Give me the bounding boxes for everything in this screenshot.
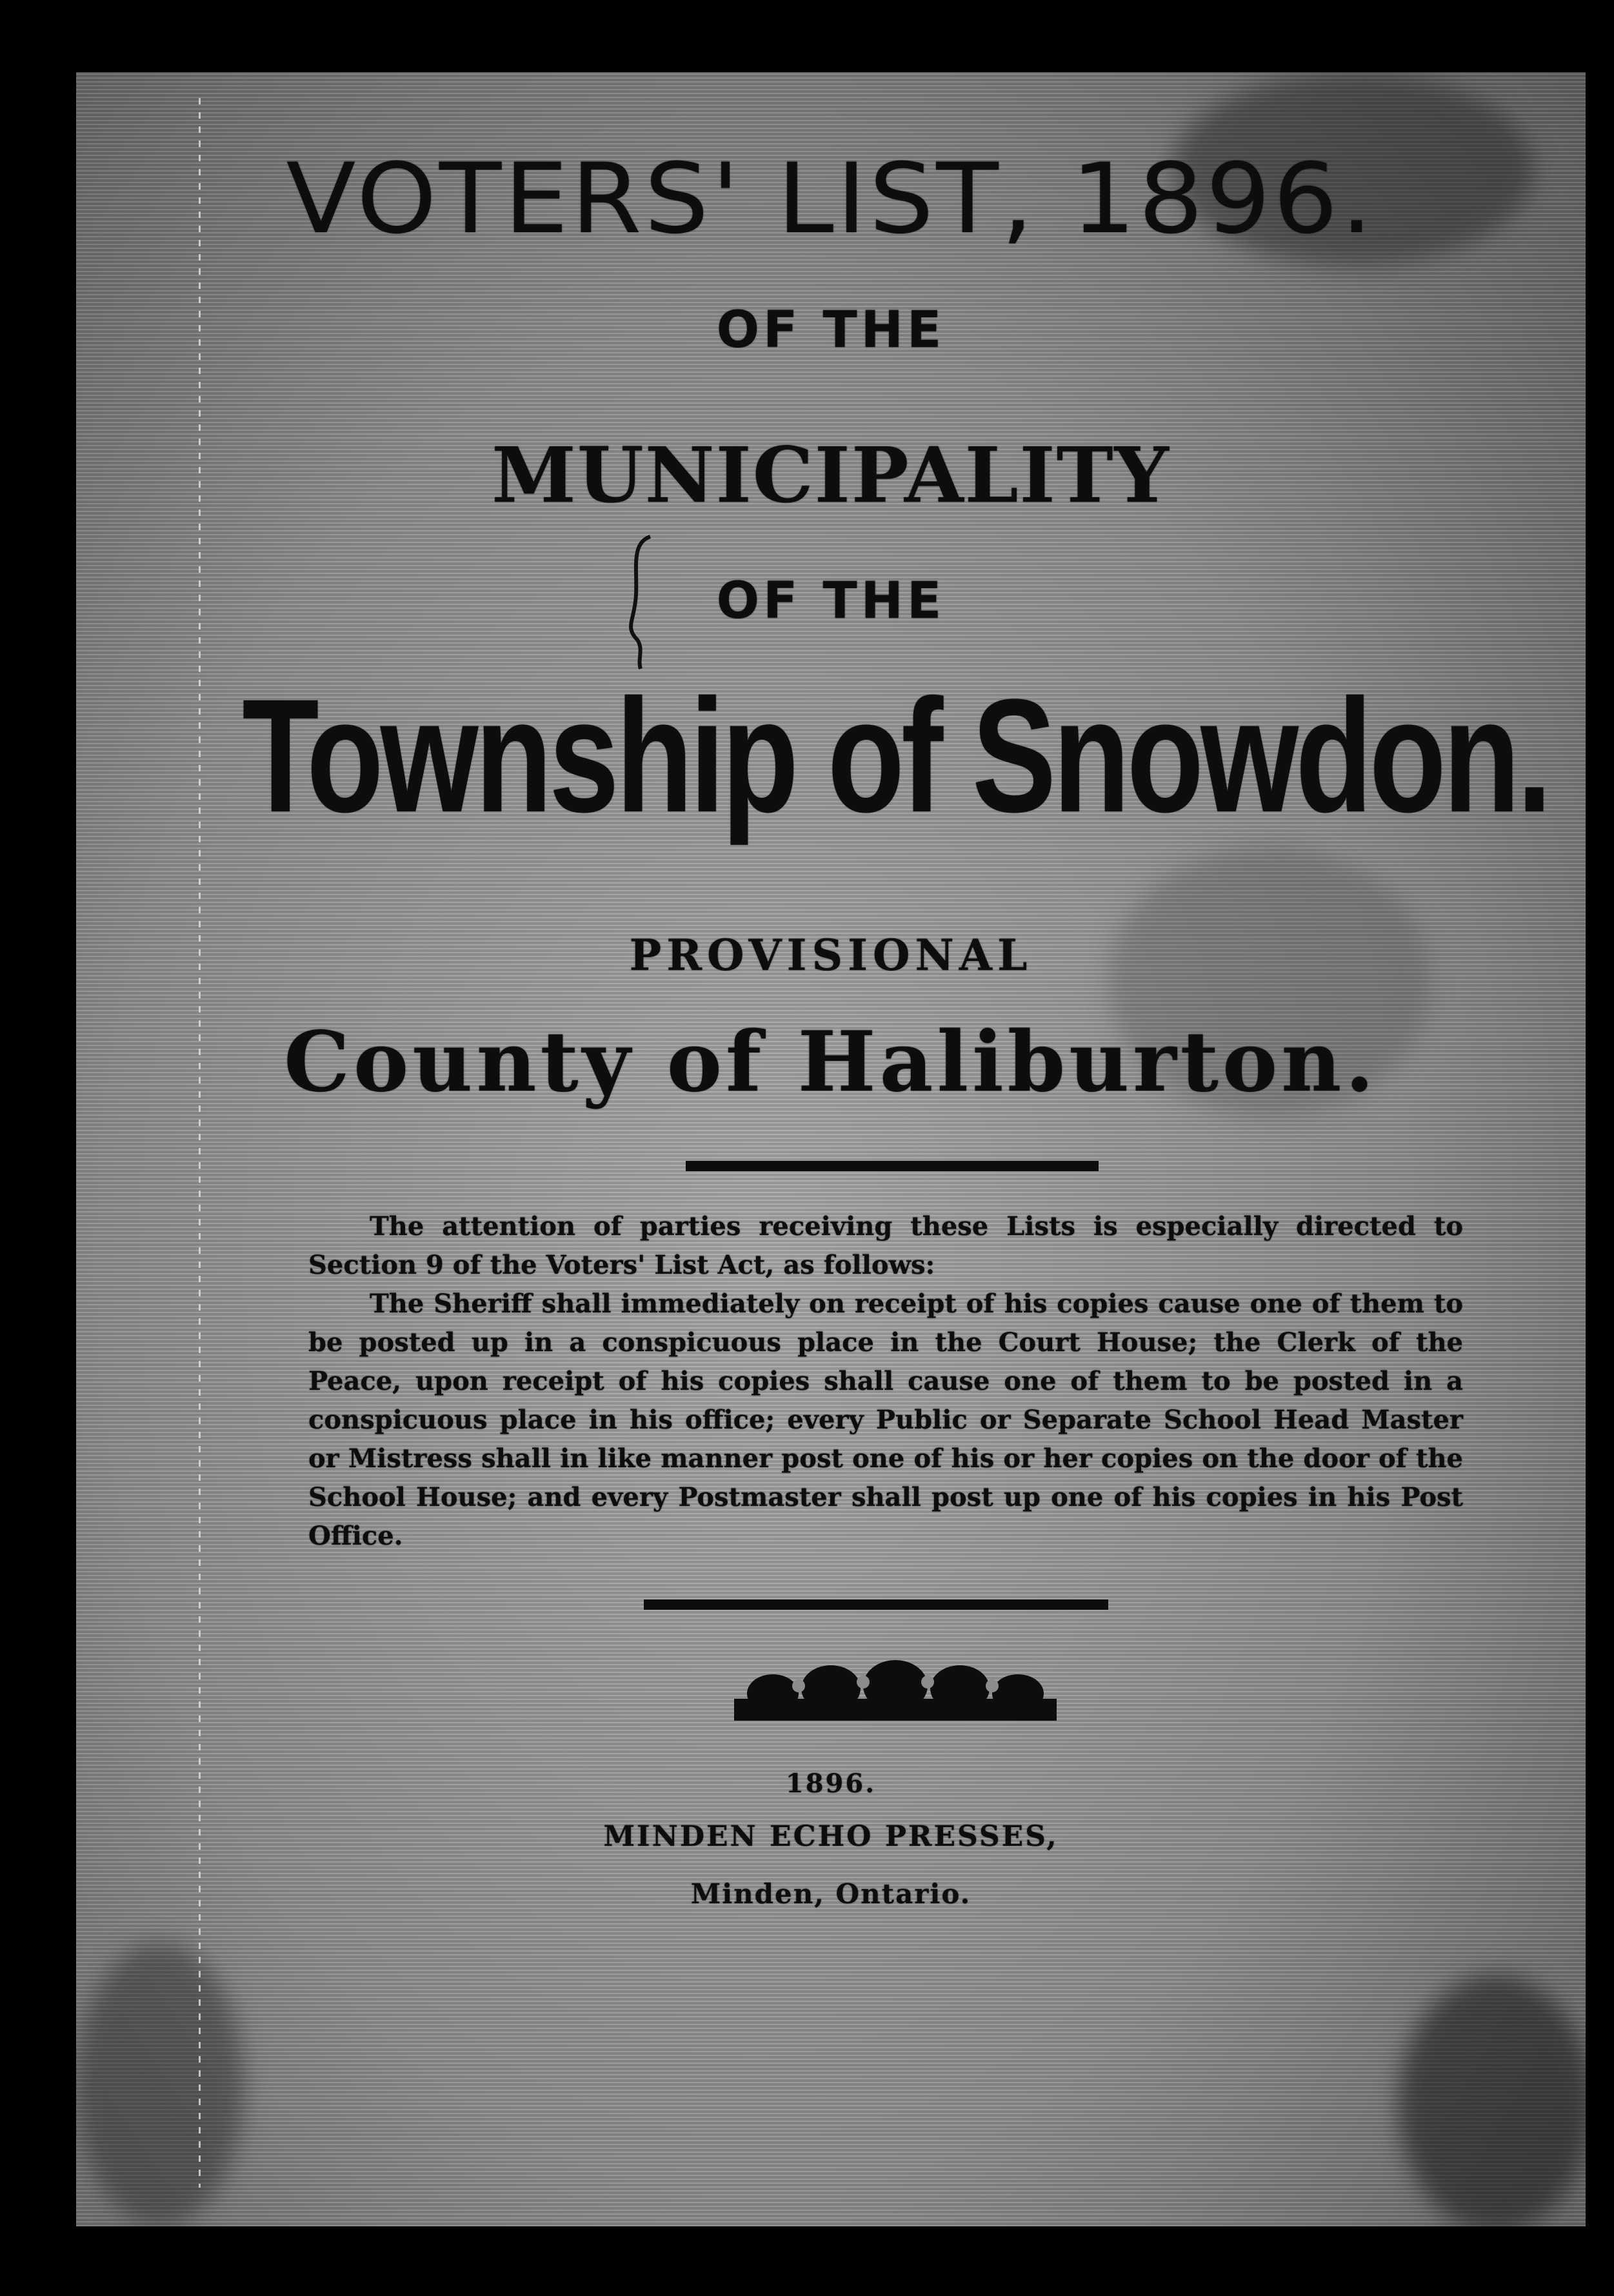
provisional-label: PROVISIONAL xyxy=(629,930,1033,980)
notice-text xyxy=(308,1207,1463,1556)
printers-ornament-icon xyxy=(728,1660,1063,1731)
divider-rule-2 xyxy=(644,1599,1108,1610)
of-the-heading: OF THE xyxy=(716,301,946,359)
document-title: VOTERS' LIST, 1896. xyxy=(286,143,1376,255)
imprint-year: 1896. xyxy=(785,1768,877,1799)
water-stain xyxy=(76,1943,244,2226)
imprint-place: Minden, Ontario. xyxy=(690,1878,971,1910)
scanned-page xyxy=(76,72,1586,2226)
margin-rule xyxy=(199,98,201,2188)
notice-intro: The attention of parties receiving these Lists is especially directed to Section 9 of the Voters' List Act, as follows: xyxy=(308,1211,1463,1280)
notice-body: The Sheriff shall immediately on receipt of his copies cause one of them to be posted up in a conspicuous place in the Court House; the Clerk of the Peace, upon receipt of his copies shall cause one of them to be posted in a conspicuous place in his office; every Public or Separate School Head Master or Mistress shall in like manner post one of his or her copies on the door of the School House; and every Postmaster shall post up one of his copies in his Post Office. xyxy=(308,1289,1463,1551)
imprint-press: MINDEN ECHO PRESSES, xyxy=(603,1820,1059,1853)
township-heading: Township of Snowdon. xyxy=(242,666,1549,846)
divider-rule xyxy=(686,1161,1099,1171)
county-heading: County of Haliburton. xyxy=(284,1014,1378,1111)
water-stain xyxy=(1399,1975,1586,2226)
municipality-heading: MUNICIPALITY xyxy=(492,430,1170,520)
of-the-heading-2: OF THE xyxy=(716,572,946,630)
